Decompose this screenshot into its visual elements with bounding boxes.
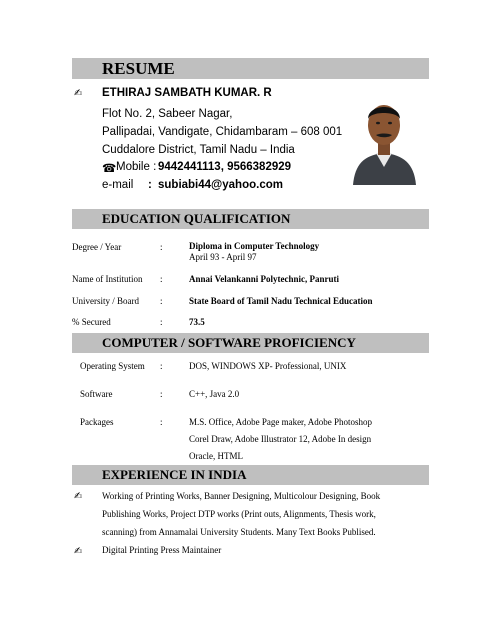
mobile-value: 9442441113, 9566382929 [158, 161, 292, 173]
experience-title: EXPERIENCE IN INDIA [102, 467, 247, 482]
computer-row-colon: : [160, 361, 163, 371]
email-separator: : [148, 179, 152, 191]
address-line-2: Pallipadai, Vandigate, Chidambaram – 608 001 [102, 126, 343, 138]
education-row-colon: : [160, 274, 163, 284]
education-row-value: Diploma in Computer Technology [189, 241, 320, 251]
computer-row-value: DOS, WINDOWS XP- Professional, UNIX [189, 361, 347, 371]
computer-title: COMPUTER / SOFTWARE PROFICIENCY [102, 335, 356, 350]
experience-item-line: scanning) from Annamalai University Students. Many Text Books Publised. [102, 527, 376, 537]
education-row-sub: April 93 - April 97 [189, 252, 257, 262]
writing-hand-icon: ✍ [74, 491, 83, 502]
telephone-icon: ☎ [102, 163, 117, 175]
computer-row-value: Corel Draw, Adobe Illustrator 12, Adobe In design [189, 434, 372, 444]
education-row-colon: : [160, 317, 163, 327]
education-row-value: State Board of Tamil Nadu Technical Education [189, 296, 373, 306]
computer-row-colon: : [160, 389, 163, 399]
computer-row-label: Packages [80, 417, 114, 427]
education-row-label: % Secured [72, 317, 111, 327]
writing-hand-icon: ✍ [74, 546, 83, 557]
experience-item-line: Digital Printing Press Maintainer [102, 545, 222, 555]
computer-row-value: C++, Java 2.0 [189, 389, 240, 399]
email-label: e-mail [102, 179, 134, 191]
computer-row-value: Oracle, HTML [189, 451, 243, 461]
experience-item-line: Publishing Works, Project DTP works (Print outs, Alignments, Thesis work, [102, 509, 376, 519]
resume-title: RESUME [102, 59, 175, 78]
address-line-3: Cuddalore District, Tamil Nadu – India [102, 144, 295, 156]
computer-row-label: Operating System [80, 361, 145, 371]
mobile-label: Mobile : [116, 161, 157, 173]
education-row-value: 73.5 [189, 317, 205, 327]
education-row-label: University / Board [72, 296, 139, 306]
computer-row-colon: : [160, 417, 163, 427]
education-row-value: Annai Velankanni Polytechnic, Panruti [189, 274, 340, 284]
education-row-colon: : [160, 242, 163, 252]
address-line-1: Flot No. 2, Sabeer Nagar, [102, 108, 233, 120]
computer-row-label: Software [80, 389, 113, 399]
experience-item-line: Working of Printing Works, Banner Designing, Multicolour Designing, Book [102, 491, 381, 501]
writing-hand-icon: ✍ [74, 88, 83, 99]
education-row-label: Name of Institution [72, 274, 143, 284]
profile-photo [349, 89, 420, 185]
computer-row-value: M.S. Office, Adobe Page maker, Adobe Photoshop [189, 417, 372, 427]
email-value: subiabi44@yahoo.com [158, 179, 283, 191]
education-title: EDUCATION QUALIFICATION [102, 211, 291, 226]
education-row-label: Degree / Year [72, 242, 122, 252]
applicant-name: ETHIRAJ SAMBATH KUMAR. R [102, 87, 272, 99]
education-row-colon: : [160, 296, 163, 306]
